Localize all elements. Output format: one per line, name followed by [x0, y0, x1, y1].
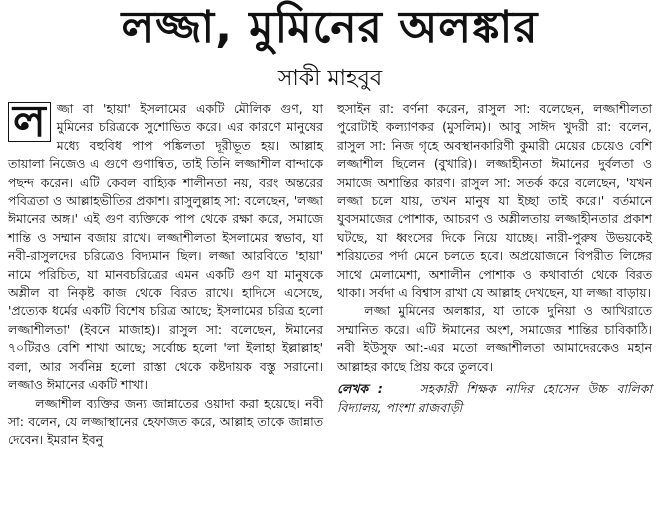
article-title: লজ্জা, মুমিনের অলঙ্কার [121, 2, 539, 53]
left-paragraph-2: লজ্জাশীল ব্যক্তির জন্য জান্নাতের ওয়াদা করা হয়েছে। নবী সা: বলেন, যে লজ্জাস্থানের হেফাজত করে, আল্লাহ তাকে জান্নাত দেবেন। ইমরান ইবনু [8, 395, 323, 448]
article-byline: সাকী মাহবুব [277, 66, 383, 91]
author-details: সহকারী শিক্ষক নাদির হোসেন উচ্চ বালিকা বিদ্যালয়, পাংশা রাজবাড়ী [337, 381, 652, 415]
dropcap-letter: ল [8, 102, 51, 142]
right-paragraph-2: লজ্জা মুমিনের অলঙ্কার, যা তাকে দুনিয়া ও আখিরাতে সম্মানিত করে। এটি ঈমানের অংশ, সমাজের শান্তির চাবিকাঠি। নবী ইউসুফ আ:-এর মতো লজ্জাশীলতা আমাদেরকেও মহান আল্লাহর কাছে প্রিয় করে তুলবে। [337, 303, 652, 374]
article-columns [8, 96, 652, 450]
author-label: লেখক : [337, 381, 383, 397]
author-credit [337, 380, 652, 417]
right-paragraph-1: হুসাইন রা: বর্ণনা করেন, রাসুল সা: বলেছেন, লজ্জাশীলতা পুরোটাই কল্যাণকর (মুসলিম)। আবু সাঈদ খুদরী রা: বলেন, রাসুল সা: নিজ গৃহে অবস্থানকারিণী কুমারী মেয়ের চেয়েও বেশি লজ্জাশীল ছিলেন (বুখারি)। লজ্জাহীনতা ঈমানের দুর্বলতা ও সমাজে অশান্তির কারণ। রাসুল সা: সতর্ক করে বলেছেন, 'যখন লজ্জা চলে যায়, তখন মানুষ যা ইচ্ছা তাই করে।' বর্তমানে যুবসমাজের পোশাক, আচরণ ও অশ্লীলতায় লজ্জাহীনতার প্রকাশ ঘটছে, যা ধ্বংসের দিকে নিয়ে যাচ্ছে। নারী-পুরুষ উভয়কেই শরিয়তের পর্দা মেনে চলতে হবে। অপ্রয়োজনে বিপরীত লিঙ্গের সাথে মেলামেশা, অশালীন পোশাক ও কথাবার্তা থেকে বিরত থাকা। সর্বদা এ বিশ্বাস রাখা যে আল্লাহ দেখছেন, যা লজ্জা বাড়ায়। [337, 101, 652, 301]
right-column [337, 100, 652, 450]
left-paragraph-1 [8, 96, 323, 395]
left-paragraph-1-text: জ্জা বা 'হায়া' ইসলামের একটি মৌলিক গুণ, যা মুমিনের চরিত্রকে সুশোভিত করে। এর কারণে মানুষের মধ্যে বহুবিধ পাপ পঙ্কিলতা দূরীভূত হয়। আল্লাহ তায়ালা নিজেও এ গুণে গুণান্বিত, তাই তিনি লজ্জাশীল বান্দাকে পছন্দ করেন। এটি কেবল বাহ্যিক শালীনতা নয়, বরং অন্তরের পবিত্রতা ও আল্লাহভীতির প্রকাশ। রাসুলুল্লাহ সা: বলেছেন, 'লজ্জা ঈমানের অঙ্গ।' এই গুণ ব্যক্তিকে পাপ থেকে রক্ষা করে, সমাজে শান্তি ও সম্মান বজায় রাখে। লজ্জাশীলতা ইসলামের স্বভাব, যা নবী-রাসুলদের চরিত্রেও বিদ্যমান ছিল। লজ্জা আরবিতে 'হায়া' নামে পরিচিত, যা মানবচরিত্রের এমন একটি গুণ যা মানুষকে অশ্লীল বা নিকৃষ্ট কাজ থেকে বিরত রাখে। হাদিসে এসেছে, 'প্রত্যেক ধর্মের একটি বিশেষ চরিত্র আছে; ইসলামের চরিত্র হলো লজ্জাশীলতা' (ইবনে মাজাহ)। রাসুল সা: বলেছেন, ঈমানের ৭০টিরও বেশি শাখা আছে; সর্বোচ্চ হলো 'লা ইলাহা ইল্লাল্লাহ' বলা, আর সর্বনিম্ন হলো রাস্তা থেকে কষ্টদায়ক বস্তু সরানো। লজ্জাও ঈমানের একটি শাখা। [8, 101, 323, 393]
left-column [8, 96, 323, 450]
